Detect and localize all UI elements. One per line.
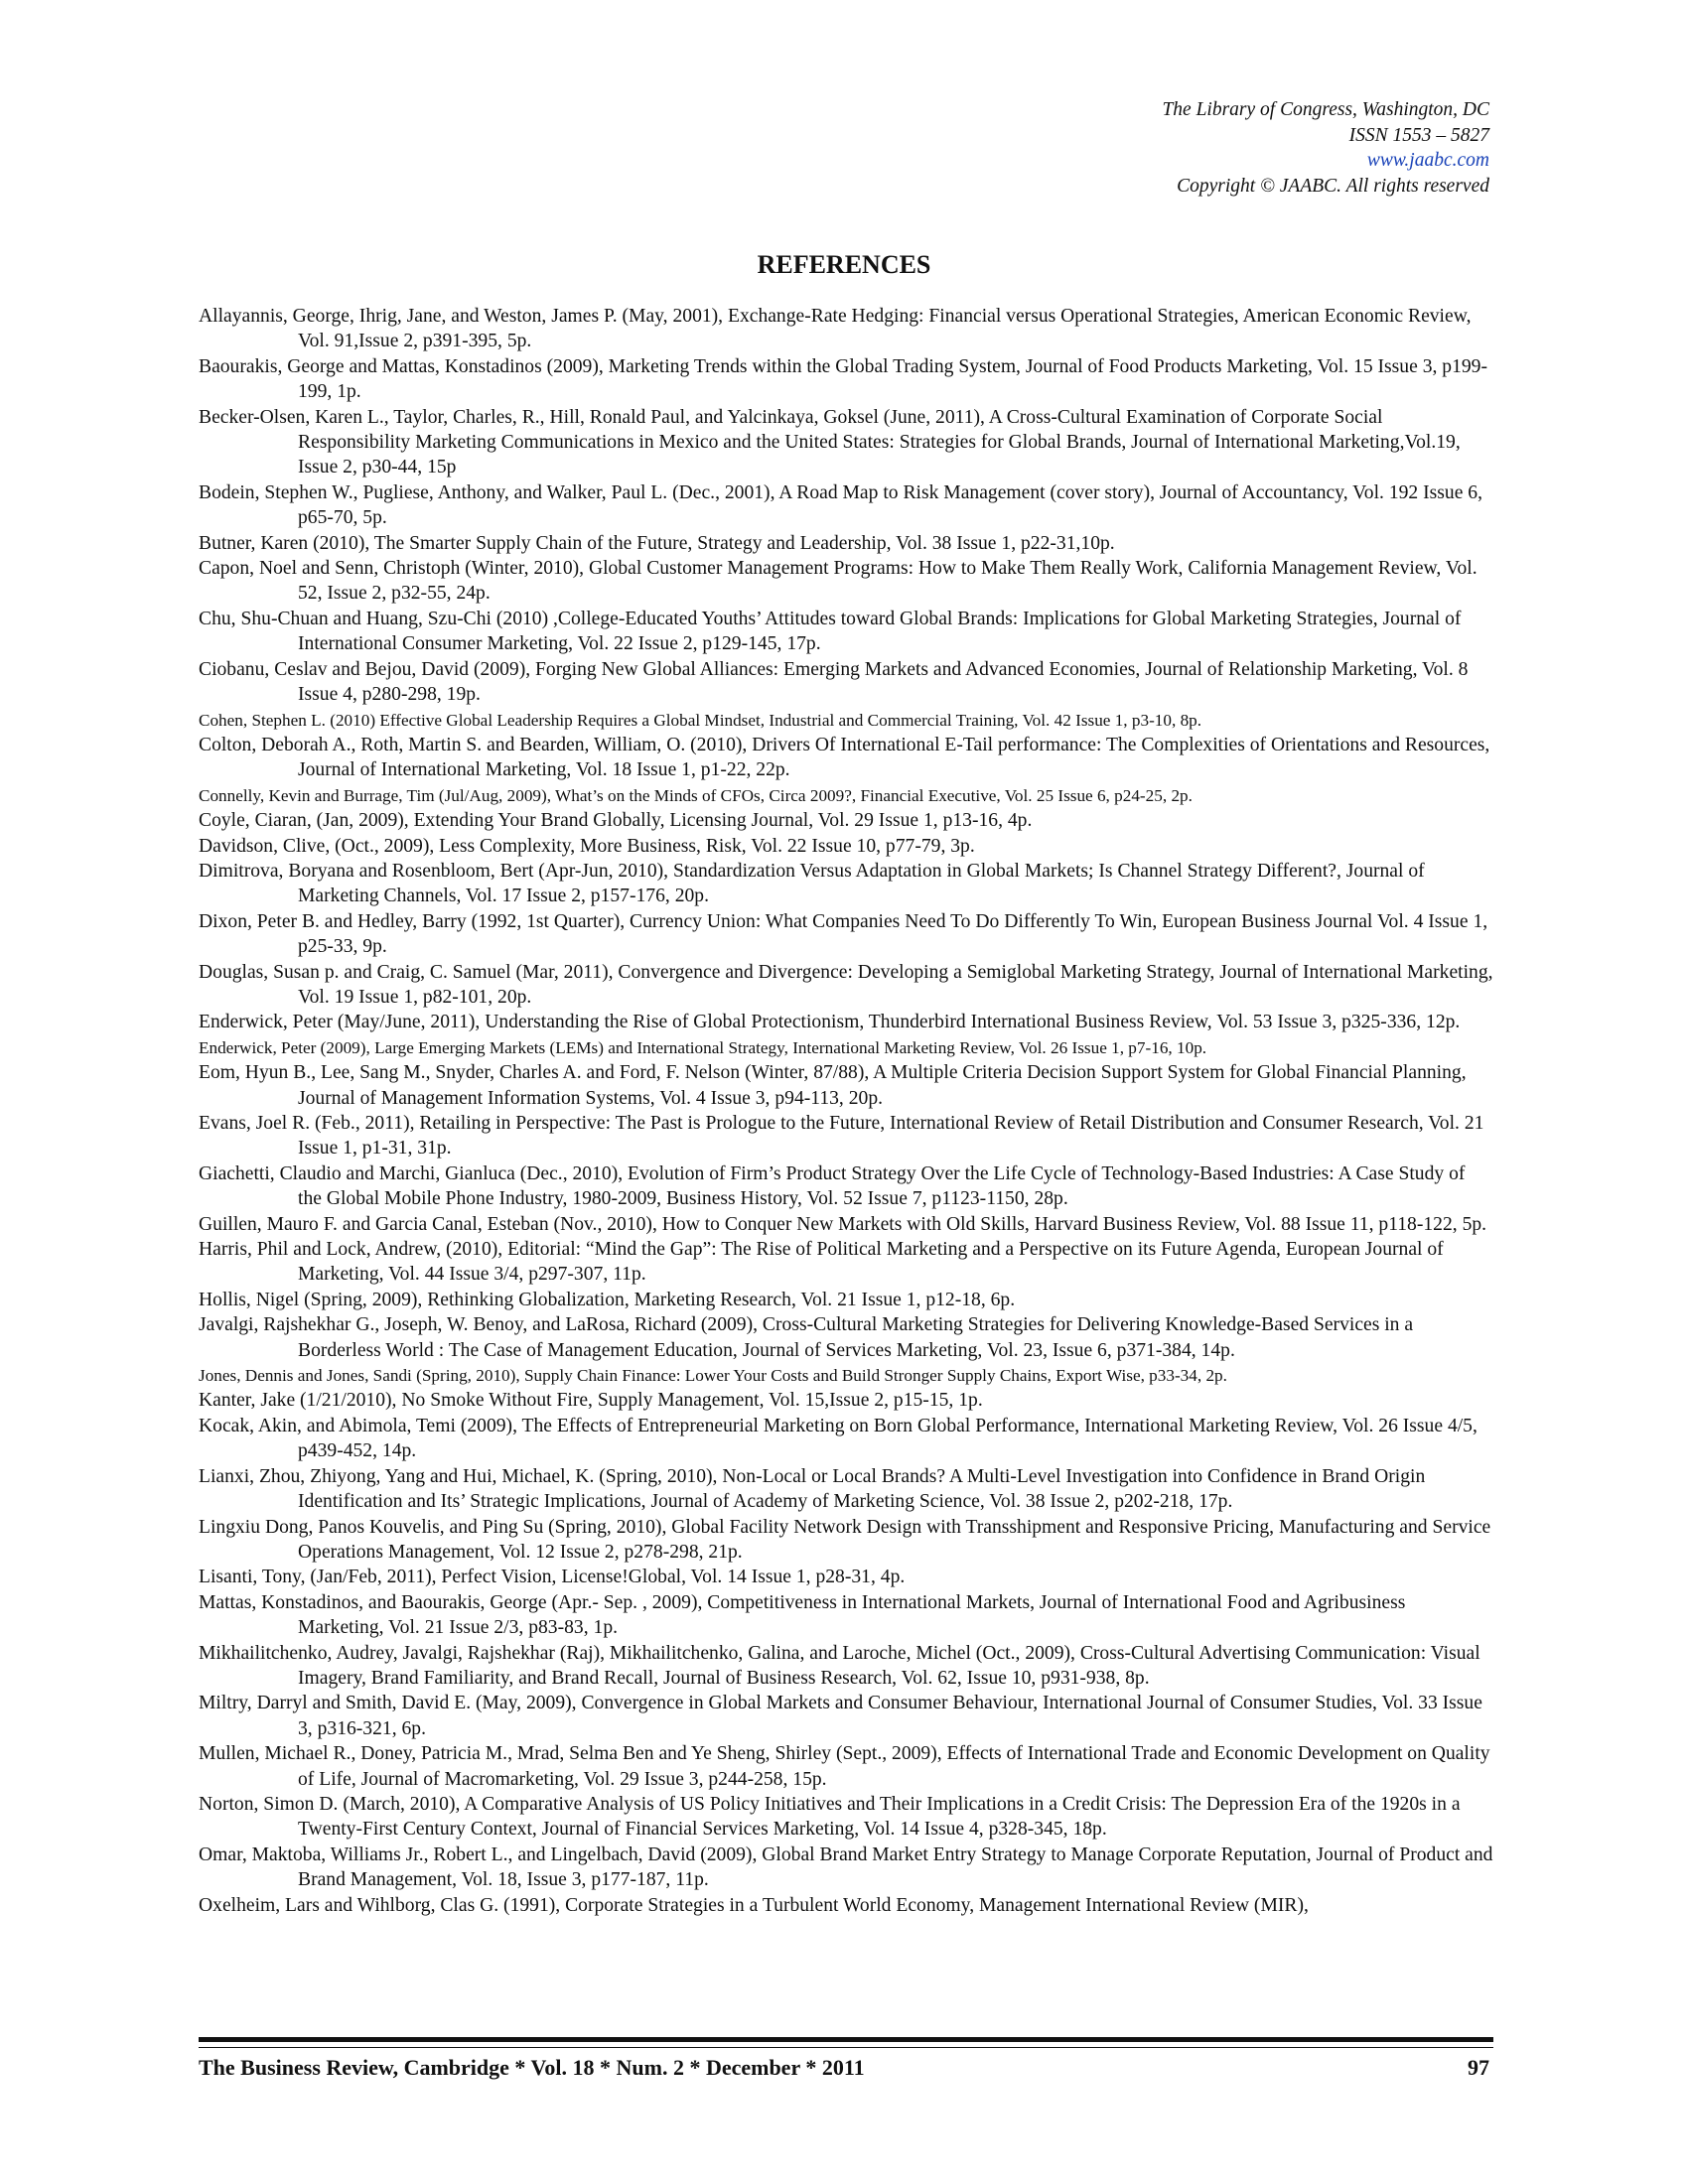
reference-entry: Coyle, Ciaran, (Jan, 2009), Extending Your Brand Globally, Licensing Journal, Vol. 29 Issue 1, p13-16, 4p. (199, 810, 1033, 832)
reference-entry: Enderwick, Peter (2009), Large Emerging Markets (LEMs) and International Strategy, International Marketing Review, Vol. 26 Issue 1, p7-16, 10p. (199, 1037, 1207, 1057)
reference-entry: Lianxi, Zhou, Zhiyong, Yang and Hui, Michael, K. (Spring, 2010), Non-Local or Local Brands? A Multi-Level Investigation into Confidence in Brand Origin Identification and Its’ Strategic Implications, Journal of Academy of Marketing Science, Vol. 38 Issue 2, p202-218, 17p. (199, 1465, 1426, 1513)
reference-entry: Kanter, Jake (1/21/2010), No Smoke Without Fire, Supply Management, Vol. 15,Issue 2, p15-15, 1p. (199, 1390, 983, 1412)
reference-entry: Becker-Olsen, Karen L., Taylor, Charles, R., Hill, Ronald Paul, and Yalcinkaya, Goksel (June, 2011), A Cross-Cultural Examination of Corporate Social Responsibility Marketing Communications in Mexico and the United States: Strategies for Global Brands, Journal of International Marketing,Vol.19, Issue 2, p30-44, 15p (199, 406, 1461, 478)
reference-entry: Cohen, Stephen L. (2010) Effective Global Leadership Requires a Global Mindset, Industrial and Commercial Training, Vol. 42 Issue 1, p3-10, 8p. (199, 710, 1202, 730)
reference-entry: Mullen, Michael R., Doney, Patricia M., Mrad, Selma Ben and Ye Sheng, Shirley (Sept., 2009), Effects of International Trade and Economic Development on Quality of Life, Journal of Macromarketing, Vol. 29 Issue 3, p244-258, 15p. (199, 1743, 1490, 1790)
reference-entry: Harris, Phil and Lock, Andrew, (2010), Editorial: “Mind the Gap”: The Rise of Political Marketing and a Perspective on its Future Agenda, European Journal of Marketing, Vol. 44 Issue 3/4, p297-307, 11p. (199, 1239, 1444, 1286)
reference-list (199, 304, 1493, 1918)
reference-entry: Norton, Simon D. (March, 2010), A Comparative Analysis of US Policy Initiatives and Their Implications in a Credit Crisis: The Depression Era of the 1920s in a Twenty-First Century Context, Journal of Financial Services Marketing, Vol. 14 Issue 4, p328-345, 18p. (199, 1793, 1461, 1841)
copyright-line: Copyright © JAABC. All rights reserved (1177, 175, 1489, 197)
reference-entry: Mikhailitchenko, Audrey, Javalgi, Rajshekhar (Raj), Mikhailitchenko, Galina, and Laroche, Michel (Oct., 2009), Cross-Cultural Advertising Communication: Visual Imagery, Brand Familiarity, and Brand Recall, Journal of Business Research, Vol. 62, Issue 10, p931-938, 8p. (199, 1642, 1480, 1689)
issn-line: ISSN 1553 – 5827 (1348, 124, 1489, 146)
reference-entry: Evans, Joel R. (Feb., 2011), Retailing in Perspective: The Past is Prologue to the Future, International Review of Retail Distribution and Consumer Research, Vol. 21 Issue 1, p1-31, 31p. (199, 1113, 1484, 1160)
reference-entry: Eom, Hyun B., Lee, Sang M., Snyder, Charles A. and Ford, F. Nelson (Winter, 87/88), A Multiple Criteria Decision Support System for Global Financial Planning, Journal of Management Information Systems, Vol. 4 Issue 3, p94-113, 20p. (199, 1062, 1467, 1109)
library-line: The Library of Congress, Washington, DC (1162, 99, 1489, 120)
reference-entry: Omar, Maktoba, Williams Jr., Robert L., and Lingelbach, David (2009), Global Brand Market Entry Strategy to Manage Corporate Reputation, Journal of Product and Brand Management, Vol. 18, Issue 3, p177-187, 11p. (199, 1843, 1493, 1891)
reference-entry: Oxelheim, Lars and Wihlborg, Clas G. (1991), Corporate Strategies in a Turbulent World Economy, Management International Review (MIR), (199, 1894, 1309, 1916)
reference-entry: Mattas, Konstadinos, and Baourakis, George (Apr.- Sep. , 2009), Competitiveness in International Markets, Journal of International Food and Agribusiness Marketing, Vol. 21 Issue 2/3, p83-83, 1p. (199, 1591, 1406, 1639)
reference-entry: Bodein, Stephen W., Pugliese, Anthony, and Walker, Paul L. (Dec., 2001), A Road Map to Risk Management (cover story), Journal of Accountancy, Vol. 192 Issue 6, p65-70, 5p. (199, 481, 1482, 529)
reference-entry: Allayannis, George, Ihrig, Jane, and Weston, James P. (May, 2001), Exchange-Rate Hedging: Financial versus Operational Strategies, American Economic Review, Vol. 91,Issue 2, p391-395, 5p. (199, 306, 1472, 352)
footer-divider-thin (199, 2047, 1493, 2048)
reference-entry: Colton, Deborah A., Roth, Martin S. and Bearden, William, O. (2010), Drivers Of International E-Tail performance: The Complexities of Orientations and Resources, Journal of International Marketing, Vol. 18 Issue 1, p1-22, 22p. (199, 734, 1490, 781)
reference-entry: Douglas, Susan p. and Craig, C. Samuel (Mar, 2011), Convergence and Divergence: Developing a Semiglobal Marketing Strategy, Journal of International Marketing, Vol. 19 Issue 1, p82-101, 20p. (199, 961, 1493, 1008)
reference-entry: Capon, Noel and Senn, Christoph (Winter, 2010), Global Customer Management Programs: How to Make Them Really Work, California Management Review, Vol. 52, Issue 2, p32-55, 24p. (199, 558, 1477, 605)
reference-entry: Guillen, Mauro F. and Garcia Canal, Esteban (Nov., 2010), How to Conquer New Markets with Old Skills, Harvard Business Review, Vol. 88 Issue 11, p118-122, 5p. (199, 1213, 1487, 1235)
page-number: 97 (1468, 2055, 1489, 2080)
footer-divider-thick (199, 2037, 1493, 2042)
journal-footer: The Business Review, Cambridge * Vol. 18 * Num. 2 * December * 2011 (199, 2055, 865, 2080)
reference-entry: Jones, Dennis and Jones, Sandi (Spring, 2010), Supply Chain Finance: Lower Your Costs and Build Stronger Supply Chains, Export Wise, p33-34, 2p. (199, 1366, 1227, 1386)
reference-entry: Connelly, Kevin and Burrage, Tim (Jul/Aug, 2009), What’s on the Minds of CFOs, Circa 2009?, Financial Executive, Vol. 25 Issue 6, p24-25, 2p. (199, 785, 1193, 805)
reference-entry: Giachetti, Claudio and Marchi, Gianluca (Dec., 2010), Evolution of Firm’s Product Strategy Over the Life Cycle of Technology-Based Industries: A Case Study of the Global Mobile Phone Industry, 1980-2009, Business History, Vol. 52 Issue 7, p1123-1150, 28p. (199, 1162, 1466, 1210)
reference-entry: Lingxiu Dong, Panos Kouvelis, and Ping Su (Spring, 2010), Global Facility Network Design with Transshipment and Responsive Pricing, Manufacturing and Service Operations Management, Vol. 12 Issue 2, p278-298, 21p. (199, 1516, 1491, 1563)
reference-entry: Chu, Shu-Chuan and Huang, Szu-Chi (2010) ,College-Educated Youths’ Attitudes toward Global Brands: Implications for Global Marketing Strategies, Journal of International Consumer Marketing, Vol. 22 Issue 2, p129-145, 17p. (199, 608, 1462, 655)
reference-entry: Dimitrova, Boryana and Rosenbloom, Bert (Apr-Jun, 2010), Standardization Versus Adaptation in Global Markets; Is Channel Strategy Different?, Journal of Marketing Channels, Vol. 17 Issue 2, p157-176, 20p. (199, 860, 1425, 907)
reference-entry: Javalgi, Rajshekhar G., Joseph, W. Benoy, and LaRosa, Richard (2009), Cross-Cultural Marketing Strategies for Delivering Knowledge-Based Services in a Borderless World : The Case of Management Education, Journal of Services Marketing, Vol. 23, Issue 6, p371-384, 14p. (199, 1314, 1414, 1361)
reference-entry: Lisanti, Tony, (Jan/Feb, 2011), Perfect Vision, License!Global, Vol. 14 Issue 1, p28-31, 4p. (199, 1567, 906, 1588)
reference-entry: Davidson, Clive, (Oct., 2009), Less Complexity, More Business, Risk, Vol. 22 Issue 10, p77-79, 3p. (199, 835, 975, 857)
reference-entry: Hollis, Nigel (Spring, 2009), Rethinking Globalization, Marketing Research, Vol. 21 Issue 1, p12-18, 6p. (199, 1289, 1016, 1310)
section-title: REFERENCES (757, 250, 931, 279)
reference-entry: Enderwick, Peter (May/June, 2011), Understanding the Rise of Global Protectionism, Thunderbird International Business Review, Vol. 53 Issue 3, p325-336, 12p. (199, 1012, 1461, 1033)
reference-entry: Baourakis, George and Mattas, Konstadinos (2009), Marketing Trends within the Global Trading System, Journal of Food Products Marketing, Vol. 15 Issue 3, p199-199, 1p. (199, 355, 1488, 403)
reference-entry: Dixon, Peter B. and Hedley, Barry (1992, 1st Quarter), Currency Union: What Companies Need To Do Differently To Win, European Business Journal Vol. 4 Issue 1, p25-33, 9p. (199, 910, 1488, 958)
journal-header (1162, 97, 1489, 199)
reference-entry: Butner, Karen (2010), The Smarter Supply Chain of the Future, Strategy and Leadership, Vol. 38 Issue 1, p22-31,10p. (199, 532, 1115, 554)
reference-entry: Kocak, Akin, and Abimola, Temi (2009), The Effects of Entrepreneurial Marketing on Born Global Performance, International Marketing Review, Vol. 26 Issue 4/5, p439-452, 14p. (199, 1415, 1477, 1462)
reference-entry: Miltry, Darryl and Smith, David E. (May, 2009), Convergence in Global Markets and Consumer Behaviour, International Journal of Consumer Studies, Vol. 33 Issue 3, p316-321, 6p. (199, 1693, 1482, 1739)
reference-entry: Ciobanu, Ceslav and Bejou, David (2009), Forging New Global Alliances: Emerging Markets and Advanced Economies, Journal of Relationship Marketing, Vol. 8 Issue 4, p280-298, 19p. (199, 658, 1469, 706)
website-link[interactable]: www.jaabc.com (1366, 150, 1489, 171)
